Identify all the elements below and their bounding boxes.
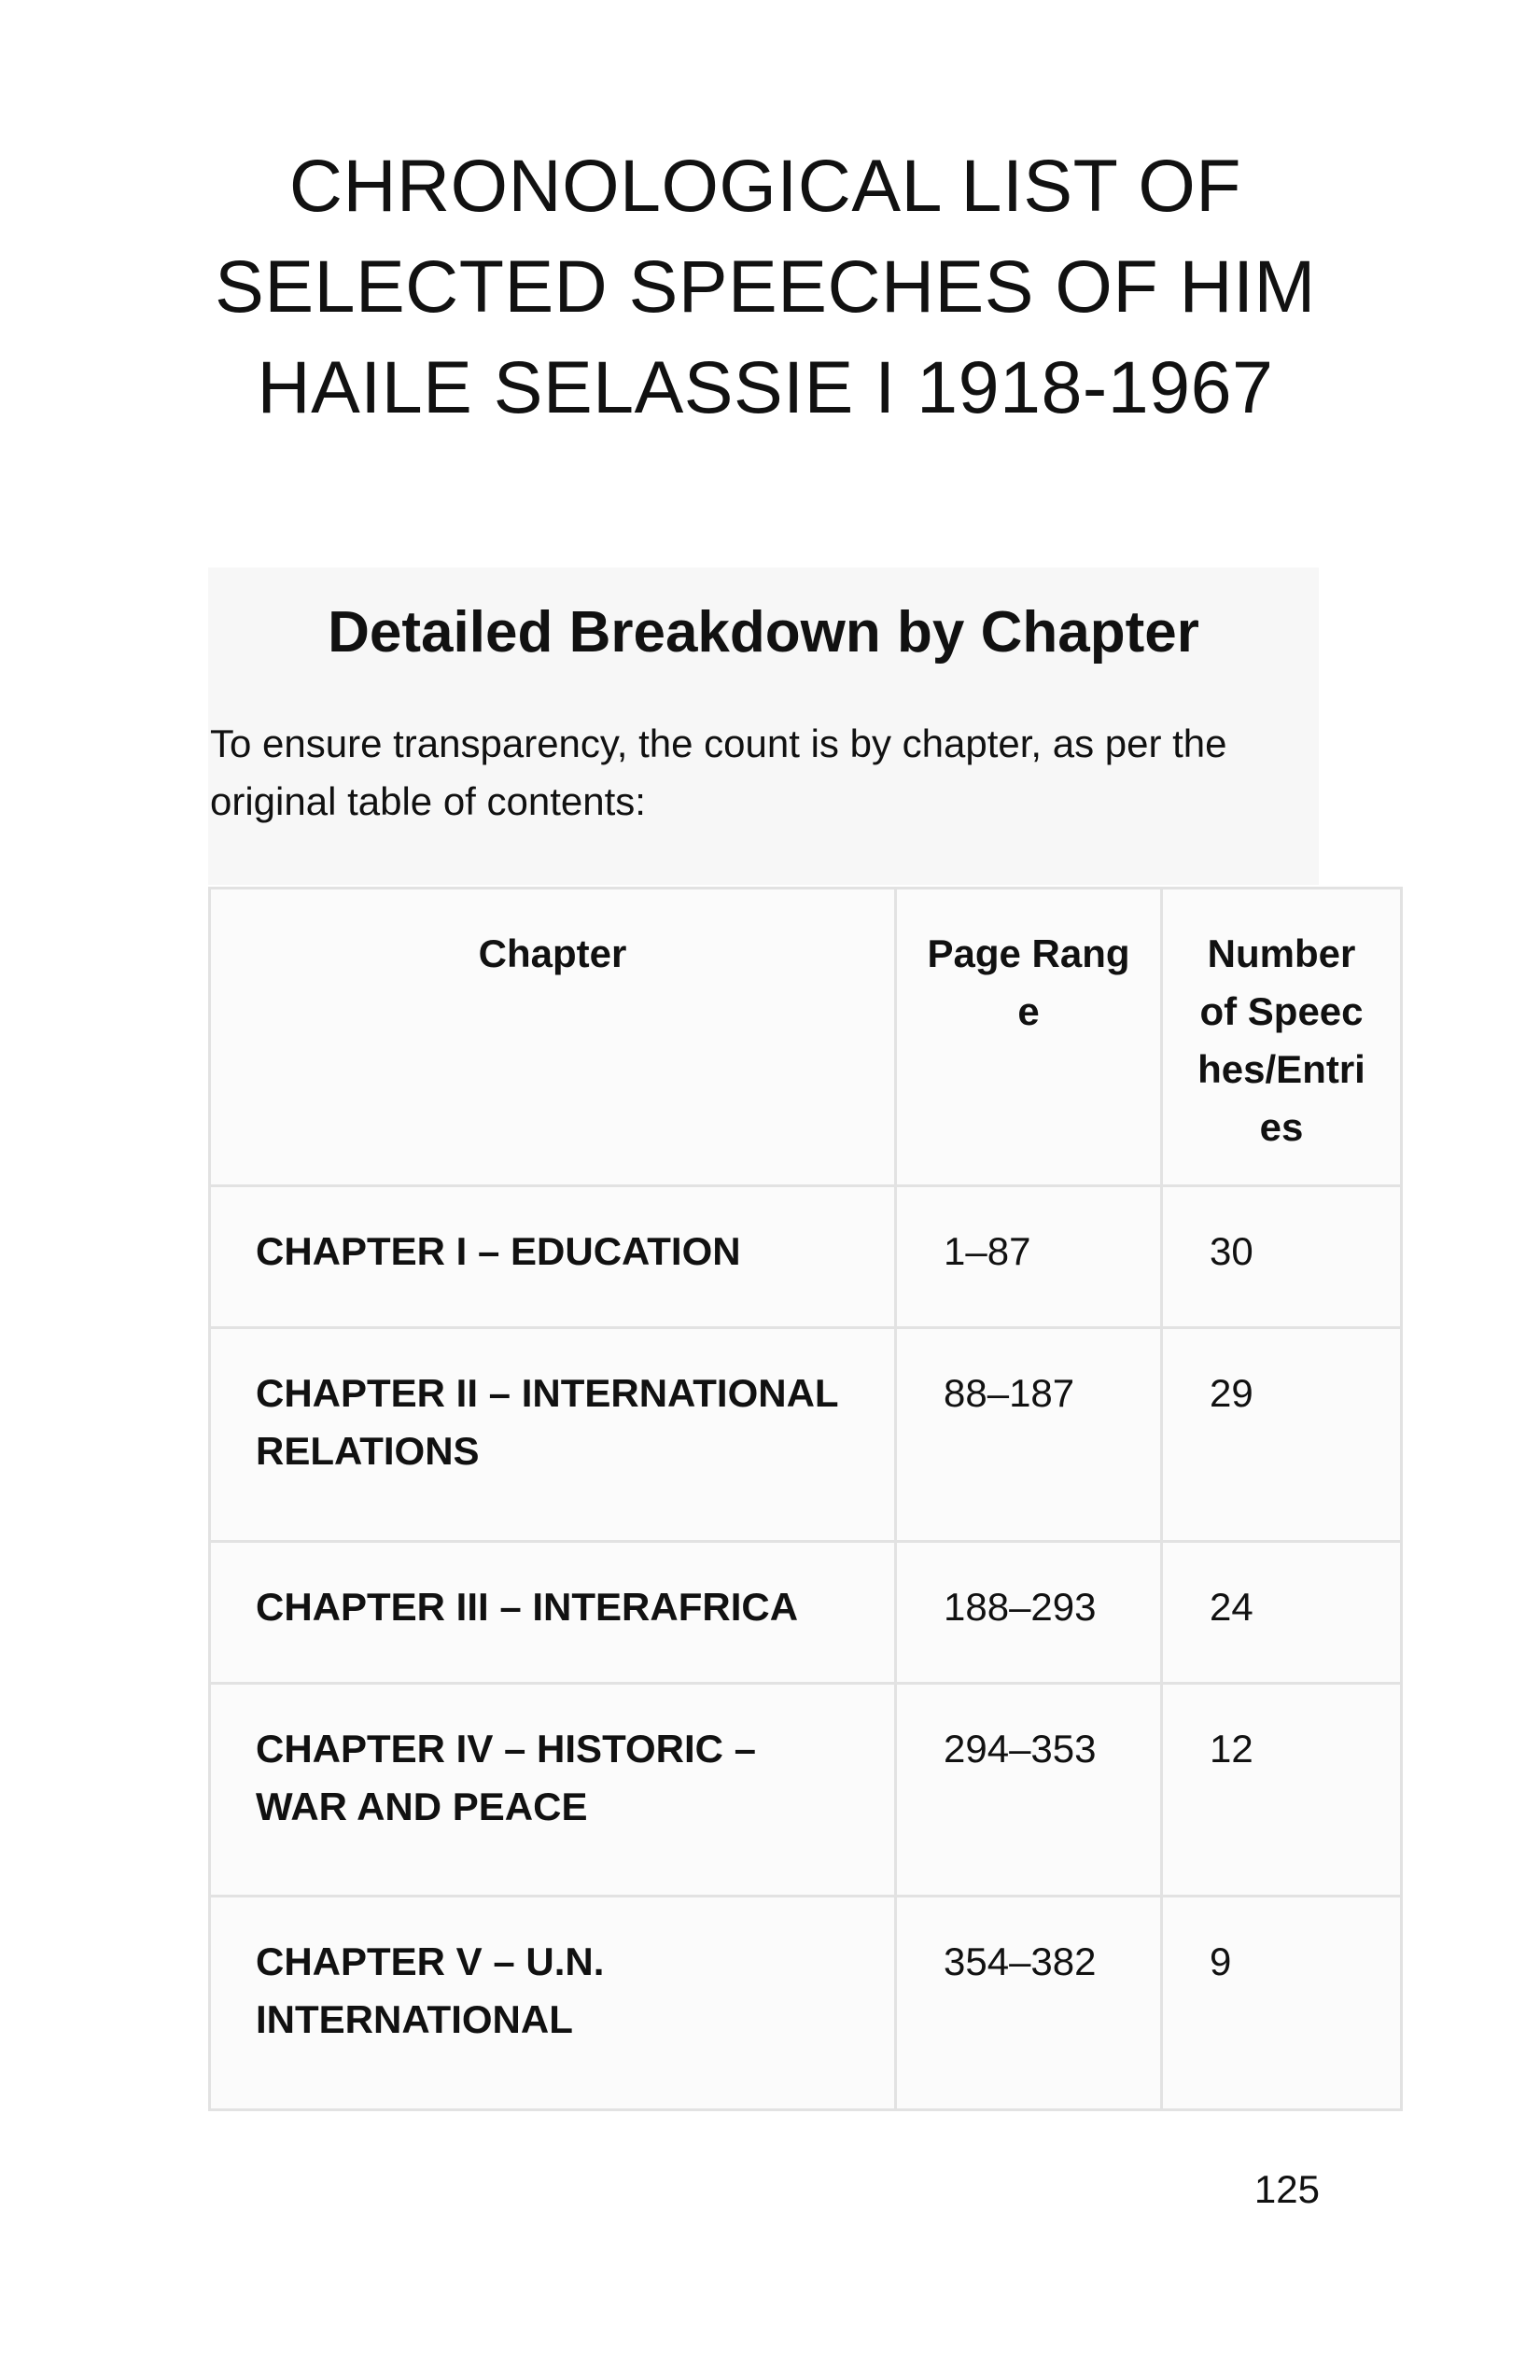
table-row: [210, 1683, 1402, 1897]
speech-count-cell: 9: [1162, 1897, 1402, 2110]
page-title: CHRONOLOGICAL LIST OF SELECTED SPEECHES OF HIM HAILE SELASSIE I 1918-1967: [215, 144, 1316, 428]
page-range-cell: 88–187: [896, 1328, 1162, 1542]
chapter-cell: CHAPTER V – U.N. INTERNATIONAL: [210, 1897, 896, 2110]
page-number: 125: [1253, 2167, 1320, 2211]
speech-count-cell: 29: [1162, 1328, 1402, 1542]
chapter-table-container: [208, 887, 1403, 2111]
page-range-cell: 188–293: [896, 1541, 1162, 1683]
table-row: [210, 1186, 1402, 1328]
speech-count-cell: 24: [1162, 1541, 1402, 1683]
chapter-cell: CHAPTER IV – HISTORIC – WAR AND PEACE: [210, 1683, 896, 1897]
table-header-row: [210, 889, 1402, 1186]
section-intro-text: To ensure transparency, the count is by chapter, as per the original table of contents:: [210, 721, 1227, 823]
chapter-cell: CHAPTER III – INTERAFRICA: [210, 1541, 896, 1683]
speech-count-cell: 30: [1162, 1186, 1402, 1328]
table-row: [210, 1328, 1402, 1542]
speech-count-cell: 12: [1162, 1683, 1402, 1897]
table-row: [210, 1897, 1402, 2110]
chapter-cell: CHAPTER I – EDUCATION: [210, 1186, 896, 1328]
section-heading: Detailed Breakdown by Chapter: [328, 600, 1199, 665]
header-number-of-speeches: Number of Speeches/Entries: [1162, 889, 1402, 1186]
chapter-breakdown-table: [208, 887, 1403, 2111]
page-range-cell: 1–87: [896, 1186, 1162, 1328]
chapter-cell: CHAPTER II – INTERNATIONAL RELATIONS: [210, 1328, 896, 1542]
header-chapter: Chapter: [210, 889, 896, 1186]
header-page-range: Page Range: [896, 889, 1162, 1186]
page-range-cell: 294–353: [896, 1683, 1162, 1897]
table-row: [210, 1541, 1402, 1683]
page-range-cell: 354–382: [896, 1897, 1162, 2110]
chapter-breakdown-section: [208, 567, 1319, 885]
